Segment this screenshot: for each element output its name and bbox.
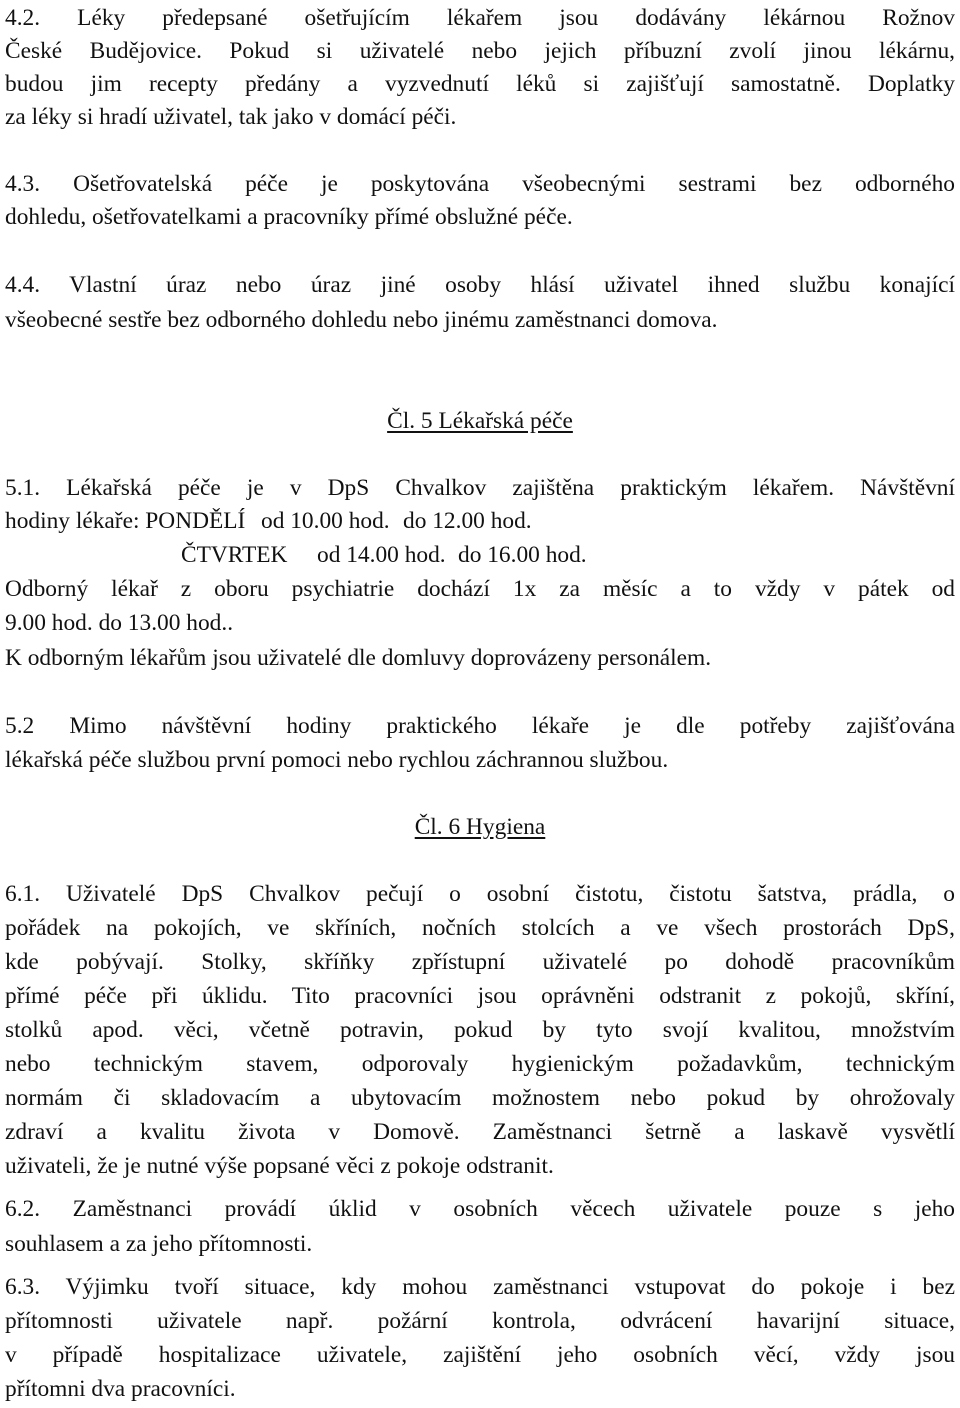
paragraph-6-1-line: uživateli, že je nutné výše popsané věci z pokoje odstranit.	[5, 1153, 554, 1179]
paragraph-5-2-line: 5.2 Mimo návštěvní hodiny praktického lékaře je dle potřeby zajišťována	[5, 713, 955, 739]
paragraph-6-1-line: normám či skladovacím a ubytovacím možnostem nebo pokud by ohrožovaly	[5, 1085, 955, 1111]
paragraph-4-2-line: za léky si hradí uživatel, tak jako v domácí péči.	[5, 104, 457, 130]
section-6-heading: Čl. 6 Hygiena	[414, 814, 546, 840]
paragraph-5-1-line: 5.1. Lékařská péče je v DpS Chvalkov zajištěna praktickým lékařem. Návštěvní	[5, 475, 955, 501]
doctor-hours-monday	[5, 503, 955, 539]
doctor-hours-label: hodiny lékaře: PONDĚLÍ	[5, 508, 246, 534]
paragraph-4-4-line: 4.4. Vlastní úraz nebo úraz jiné osoby hlásí uživatel ihned službu konající	[5, 272, 955, 298]
thursday-from: od 14.00 hod.	[317, 542, 446, 568]
paragraph-6-1-line: přímé péče při úklidu. Tito pracovníci jsou oprávněni odstranit z pokojů, skříní,	[5, 983, 955, 1009]
psychiatry-line: Odborný lékař z oboru psychiatrie dochází 1x za měsíc a to vždy v pátek od	[5, 576, 955, 602]
paragraph-4-4-line: všeobecné sestře bez odborného dohledu nebo jinému zaměstnanci domova.	[5, 307, 718, 333]
thursday-label: ČTVRTEK	[181, 542, 288, 568]
monday-to: do 12.00 hod.	[403, 508, 532, 534]
paragraph-6-3-line: v případě hospitalizace uživatele, zajištění jeho osobních věcí, vždy jsou	[5, 1342, 955, 1368]
section-5-heading: Čl. 5 Lékařská péče	[387, 408, 573, 434]
doctor-hours-thursday	[5, 537, 955, 573]
paragraph-6-2-line: souhlasem a za jeho přítomnosti.	[5, 1231, 313, 1257]
monday-from: od 10.00 hod.	[261, 508, 390, 534]
paragraph-6-1-line: 6.1. Uživatelé DpS Chvalkov pečují o osobní čistotu, čistotu šatstva, prádla, o	[5, 881, 955, 907]
paragraph-6-1-line: kde pobývají. Stolky, skříňky zpřístupní uživatelé po dohodě pracovníkům	[5, 949, 955, 975]
escort-line: K odborným lékařům jsou uživatelé dle domluvy doprovázeny personálem.	[5, 645, 712, 671]
paragraph-6-3-line: přítomnosti uživatele např. požární kontrola, odvrácení havarijní situace,	[5, 1308, 955, 1334]
paragraph-6-1-line: pořádek na pokojích, ve skříních, nočních stolcích a ve všech prostorách DpS,	[5, 915, 955, 941]
paragraph-6-1-line: stolků apod. věci, včetně potravin, pokud by tyto svojí kvalitou, množstvím	[5, 1017, 955, 1043]
paragraph-6-1-line: nebo technickým stavem, odporovaly hygienickým požadavkům, technickým	[5, 1051, 955, 1077]
paragraph-4-2-line: budou jim recepty předány a vyzvednutí léků si zajišťují samostatně. Doplatky	[5, 71, 955, 97]
paragraph-4-3-line: dohledu, ošetřovatelkami a pracovníky přímé obslužné péče.	[5, 204, 573, 230]
paragraph-4-2-line: České Budějovice. Pokud si uživatelé nebo jejich příbuzní zvolí jinou lékárnu,	[5, 38, 955, 64]
paragraph-5-2-line: lékařská péče službou první pomoci nebo rychlou záchrannou službou.	[5, 747, 669, 773]
paragraph-6-2-line: 6.2. Zaměstnanci provádí úklid v osobních věcech uživatele pouze s jeho	[5, 1196, 955, 1222]
thursday-to: do 16.00 hod.	[458, 542, 587, 568]
psychiatry-line: 9.00 hod. do 13.00 hod..	[5, 610, 234, 636]
paragraph-6-3-line: přítomni dva pracovníci.	[5, 1376, 236, 1402]
paragraph-6-1-line: zdraví a kvalitu života v Domově. Zaměstnanci šetrně a laskavě vysvětlí	[5, 1119, 955, 1145]
paragraph-4-2-line: 4.2. Léky předepsané ošetřujícím lékařem jsou dodávány lékárnou Rožnov	[5, 5, 955, 31]
paragraph-6-3-line: 6.3. Výjimku tvoří situace, kdy mohou zaměstnanci vstupovat do pokoje i bez	[5, 1274, 955, 1300]
paragraph-4-3-line: 4.3. Ošetřovatelská péče je poskytována všeobecnými sestrami bez odborného	[5, 171, 955, 197]
